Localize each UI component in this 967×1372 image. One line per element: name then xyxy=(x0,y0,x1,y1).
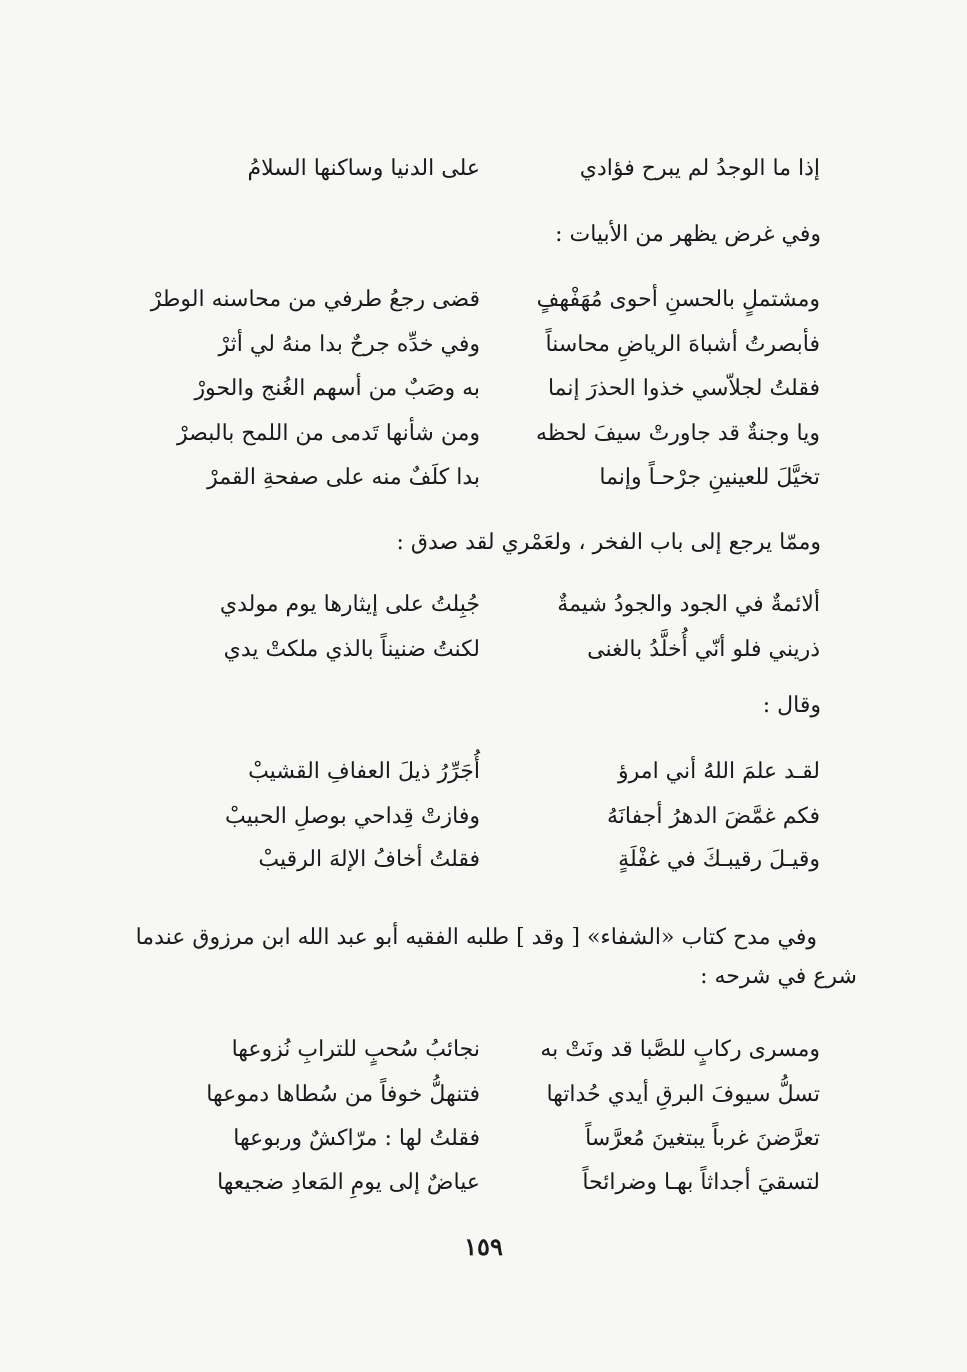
verse-line xyxy=(150,372,820,406)
prose-line: وفي غرض يظهر من الأبيات : xyxy=(555,222,821,247)
verse-second-hemistich: ومن شأنها تَدمى من اللمح بالبصرْ xyxy=(177,421,480,446)
verse-second-hemistich: وفازتْ قِداحي بوصلِ الحبيبْ xyxy=(225,804,480,829)
verse-second-hemistich: فتنهلُّ خوفاً من سُطاها دموعها xyxy=(206,1082,480,1107)
prose-line: شرع في شرحه : xyxy=(700,964,857,989)
verse-second-hemistich: بدا كلَفٌ منه على صفحةِ القمرْ xyxy=(207,465,480,490)
verse-first-hemistich: إذا ما الوجدُ لم يبرح فؤادي xyxy=(579,156,820,181)
verse-second-hemistich: وفي خدِّه جرحٌ بدا منهُ لي أثرْ xyxy=(218,332,480,357)
verse-line xyxy=(150,800,820,834)
verse-line xyxy=(150,1078,820,1112)
verse-second-hemistich: جُبِلتُ على إيثارها يوم مولدي xyxy=(219,592,480,617)
verse-second-hemistich: لكنتُ ضنيناً بالذي ملكتْ يدي xyxy=(223,637,480,662)
verse-first-hemistich: ألائمةٌ في الجود والجودُ شيمةٌ xyxy=(557,592,820,617)
prose-line: وممّا يرجع إلى باب الفخر ، ولعَمْري لقد صدق : xyxy=(396,530,821,555)
verse-first-hemistich: فكم غمَّضَ الدهرُ أجفانَهُ xyxy=(606,804,820,829)
verse-line xyxy=(150,1122,820,1156)
verse-first-hemistich: ومشتملٍ بالحسنِ أحوى مُهَفْهفٍ xyxy=(536,287,820,312)
verse-line xyxy=(150,152,820,186)
verse-first-hemistich: لتسقيَ أجداثاً بهـا وضرائحاً xyxy=(582,1170,820,1195)
verse-line xyxy=(150,417,820,451)
verse-first-hemistich: ذريني فلو أنّي أُخلَّدُ بالغنى xyxy=(587,637,820,662)
verse-second-hemistich: نجائبُ سُحبٍ للترابِ نُزوعها xyxy=(231,1037,480,1062)
verse-first-hemistich: فأبصرتُ أشباهَ الرياضِ محاسناً xyxy=(545,332,820,357)
verse-second-hemistich: فقلتُ لها : مرّاكشٌ وربوعها xyxy=(233,1126,480,1151)
verse-first-hemistich: تخيَّلَ للعينينِ جرْحـاً وإنما xyxy=(599,465,820,490)
verse-first-hemistich: وقيـلَ رقيبـكَ في غفْلَةٍ xyxy=(618,847,820,872)
verse-line xyxy=(150,755,820,789)
verse-line xyxy=(150,283,820,317)
prose-line: وقال : xyxy=(762,693,821,718)
verse-line xyxy=(150,843,820,877)
verse-first-hemistich: تسلُّ سيوفَ البرقِ أيدي حُداتها xyxy=(546,1082,820,1107)
verse-first-hemistich: لقـد علمَ اللهُ أني امرؤ xyxy=(618,759,820,784)
prose-line: وفي مدح كتاب «الشفاء» [ وقد ] طلبه الفقيه أبو عبد الله ابن مرزوق عندما xyxy=(135,925,817,950)
verse-second-hemistich: أُجَرِّرُ ذيلَ العفافِ القشيبْ xyxy=(248,759,480,784)
verse-line xyxy=(150,328,820,362)
verse-second-hemistich: على الدنيا وساكنها السلامُ xyxy=(247,156,480,181)
verse-line xyxy=(150,1033,820,1067)
page-number: ١٥٩ xyxy=(464,1232,503,1261)
verse-first-hemistich: ومسرى ركابٍ للصَّبا قد ونَتْ به xyxy=(540,1037,820,1062)
verse-first-hemistich: ويا وجنةٌ قد جاورتْ سيفَ لحظه xyxy=(536,421,820,446)
verse-second-hemistich: قضى رجعُ طرفي من محاسنه الوطرْ xyxy=(150,287,480,312)
verse-line xyxy=(150,461,820,495)
verse-line xyxy=(150,588,820,622)
verse-line xyxy=(150,633,820,667)
verse-second-hemistich: فقلتُ أخافُ الإلهَ الرقيبْ xyxy=(258,847,480,872)
verse-second-hemistich: عياضٌ إلى يومِ المَعادِ ضجيعها xyxy=(217,1170,480,1195)
verse-line xyxy=(150,1166,820,1200)
verse-second-hemistich: به وصَبٌ من أسهم الغُنج والحورْ xyxy=(194,376,480,401)
verse-first-hemistich: فقلتُ لجلاّسي خذوا الحذرَ إنما xyxy=(547,376,820,401)
verse-first-hemistich: تعرَّضنَ غرباً يبتغينَ مُعرَّساً xyxy=(585,1126,820,1151)
